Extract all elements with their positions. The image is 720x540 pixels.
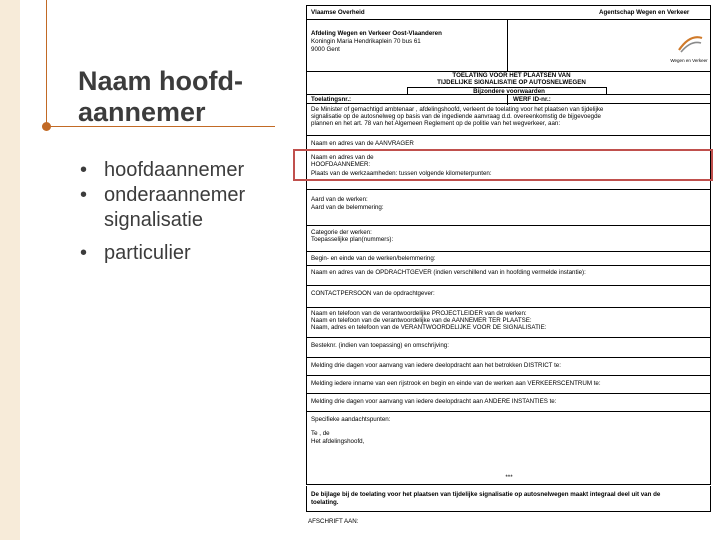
- intro-line: signalisatie op de autosnelweg op basis van de ingediende aanvraag d.d. overeenkomstig de bijgevoegde: [311, 113, 601, 120]
- contactpersoon-label: CONTACTPERSOON van de opdrachtgever:: [311, 290, 435, 297]
- form-categorie-row: [307, 226, 710, 252]
- form-opdrachtgever-row: [307, 266, 710, 286]
- bestek-label: Besteknr. (indien van toepassing) en omschrijving:: [311, 342, 449, 349]
- slide-title: Naam hoofd-aannemer: [78, 66, 243, 127]
- form-id-row: [307, 94, 710, 104]
- form-melding-district-row: [307, 358, 710, 376]
- form-address-row: [307, 20, 710, 72]
- categorie-line: Toepasselijke plan(nummers):: [311, 236, 394, 243]
- afdelingshoofd-label: Het afdelingshoofd,: [311, 438, 365, 445]
- form-contact-row: [307, 286, 710, 308]
- hoofdaannemer-line: HOOFDAANNEMER:: [311, 161, 371, 168]
- hoofdaannemer-line: Plaats van de werkzaamheden: tussen volgende kilometerpunten:: [311, 170, 492, 177]
- melding-verkeerscentrum-label: Melding iedere inname van een rijstrook en begin en einde van de werken aan VERKEERSCENTRUM te:: [311, 380, 601, 387]
- werken-line: Aard van de belemmering:: [311, 204, 384, 211]
- address-line: 9000 Gent: [311, 46, 340, 53]
- bullet-text: particulier: [104, 242, 191, 264]
- footer-line: toelating.: [311, 499, 339, 506]
- logo-caption: Wegen en Verkeer: [670, 58, 708, 63]
- leiders-line: Naam en telefoon van de verantwoordelijke van de AANNEMER TER PLAATSE:: [311, 317, 532, 324]
- footer-box: [306, 486, 711, 512]
- bullet-item: [80, 241, 300, 266]
- form-leiders-row: [307, 308, 710, 338]
- address-line: Afdeling Wegen en Verkeer Oost-Vlaanderen: [311, 30, 442, 37]
- categorie-line: Categorie der werken:: [311, 229, 372, 236]
- intro-line: De Minister of gemachtigd ambtenaar , afdelingshoofd, verleent de toelating voor het plaatsen van tijdelijke: [311, 106, 604, 113]
- aandachtspunten-label: Specifieke aandachtspunten:: [311, 416, 391, 423]
- bullet-text: hoofdaannemer: [104, 159, 245, 181]
- melding-andere-label: Melding drie dagen voor aanvang van iedere deelopdracht aan ANDERE INSTANTIES te:: [311, 398, 557, 405]
- form-title-line: TOELATING VOOR HET PLAATSEN VAN: [452, 72, 571, 79]
- permit-form-image: [306, 5, 711, 485]
- form-header-left: Vlaamse Overheid: [311, 9, 365, 16]
- opdrachtgever-label: Naam en adres van de OPDRACHTGEVER (indien verschillend van in hoofding vermelde instantie):: [311, 269, 586, 276]
- hoofdaannemer-line: Naam en adres van de: [311, 154, 374, 161]
- werf-id-label: WERF ID-nr.:: [513, 96, 551, 103]
- form-aanvrager-row: [307, 136, 710, 150]
- logo-icon: [675, 32, 705, 56]
- address-divider: [507, 20, 508, 72]
- footer-mark: ***: [505, 474, 513, 481]
- form-aandacht-row: [307, 412, 710, 430]
- toelatingsnr-label: Toelatingsnr.:: [311, 96, 352, 103]
- form-melding-andere-row: [307, 394, 710, 412]
- vertical-rule: [46, 0, 47, 128]
- footer-line: De bijlage bij de toelating voor het plaatsen van tijdelijke signalisatie op autosnelwegen maakt integraal deel uit van de: [311, 491, 661, 498]
- bullet-glyph: •: [80, 242, 88, 264]
- form-header-row: [307, 6, 710, 20]
- form-subtitle: Bijzondere voorwaarden: [407, 87, 607, 95]
- bullet-list: [80, 158, 300, 266]
- leiders-line: Naam, adres en telefoon van de VERANTWOORDELIJKE VOOR DE SIGNALISATIE:: [311, 324, 547, 331]
- te-de-line: Te , de: [311, 430, 330, 437]
- form-melding-vc-row: [307, 376, 710, 394]
- bullet-text: onderaannemer signalisatie: [104, 184, 246, 231]
- address-line: Koningin Maria Hendrikaplein 70 bus 61: [311, 38, 421, 45]
- intro-line: plannen en het art. 78 van het Algemeen Reglement op de politie van het wegverkeer, aan:: [311, 120, 561, 127]
- werken-line: Aard van de werken:: [311, 196, 368, 203]
- leiders-line: Naam en telefoon van de verantwoordelijke PROJECTLEIDER van de werken:: [311, 310, 527, 317]
- accent-bar: [0, 0, 20, 540]
- begin-einde-label: Begin- en einde van de werken/belemmering:: [311, 255, 436, 262]
- form-bestek-row: [307, 338, 710, 358]
- rule-dot: [42, 122, 51, 131]
- bullet-glyph: •: [80, 159, 88, 181]
- form-header-right: Agentschap Wegen en Verkeer: [599, 9, 690, 16]
- melding-district-label: Melding drie dagen voor aanvang van iedere deelopdracht aan het betrokken DISTRICT te:: [311, 362, 561, 369]
- form-title-line: TIJDELIJKE SIGNALISATIE OP AUTOSNELWEGEN: [437, 79, 586, 86]
- form-werken-row: [307, 190, 710, 226]
- afschrift-label: AFSCHRIFT AAN:: [308, 518, 359, 525]
- aanvrager-label: Naam en adres van de AANVRAGER: [311, 140, 414, 147]
- bullet-item: [80, 183, 300, 233]
- highlight-box: [293, 149, 713, 181]
- bullet-item: [80, 158, 300, 183]
- form-intro-row: [307, 104, 710, 136]
- bullet-glyph: •: [80, 184, 88, 206]
- form-begin-row: [307, 252, 710, 266]
- form-title-row: [307, 72, 710, 94]
